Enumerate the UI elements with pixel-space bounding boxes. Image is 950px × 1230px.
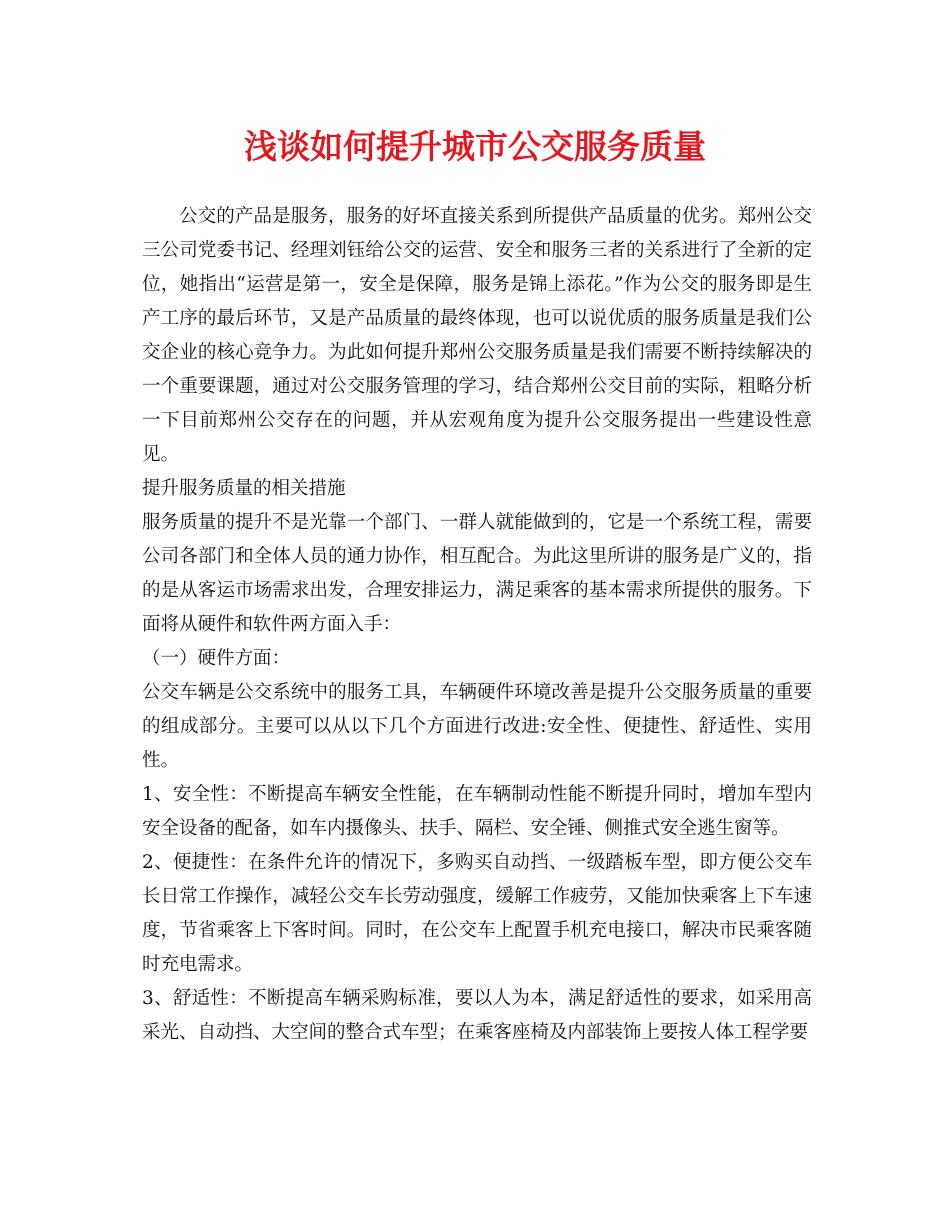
subsection-heading: （一）硬件方面： [142, 648, 291, 669]
body-paragraph: 公交车辆是公交系统中的服务工具，车辆硬件环境改善是提升公交服务质量的重要的组成部分。主要可以从以下几个方面进行改进:安全性、便捷性、舒适性、实用性。 [142, 682, 812, 771]
list-item: 3、舒适性：不断提高车辆采购标准，要以人为本，满足舒适性的要求，如采用高采光、自动挡、大空间的整合式车型；在乘客座椅及内部装饰上要按人体工程学要 [142, 988, 812, 1043]
list-item: 2、便捷性：在条件允许的情况下，多购买自动挡、一级踏板车型，即方便公交车长日常工作操作，减轻公交车长劳动强度，缓解工作疲劳，又能加快乘客上下车速度，节省乘客上下客时间。同时，在公交车上配置手机充电接口，解决市民乘客随时充电需求。 [142, 852, 812, 975]
intro-paragraph: 公交的产品是服务，服务的好坏直接关系到所提供产品质量的优劣。郑州公交三公司党委书记、经理刘钰给公交的运营、安全和服务三者的关系进行了全新的定位，她指出“运营是第一，安全是保障，服务是锦上添花。”作为公交的服务即是生产工序的最后环节，又是产品质量的最终体现，也可以说优质的服务质量是我们公交企业的核心竞争力。为此如何提升郑州公交服务质量是我们需要不断持续解决的一个重要课题，通过对公交服务管理的学习，结合郑州公交目前的实际，粗略分析一下目前郑州公交存在的问题，并从宏观角度为提升公交服务提出一些建设性意见。 [142, 206, 812, 465]
list-item: 1、安全性：不断提高车辆安全性能，在车辆制动性能不断提升同时，增加车型内安全设备的配备，如车内摄像头、扶手、隔栏、安全锤、侧推式安全逃生窗等。 [142, 784, 812, 839]
section-heading: 提升服务质量的相关措施 [142, 478, 346, 499]
body-paragraph: 服务质量的提升不是光靠一个部门、一群人就能做到的，它是一个系统工程，需要公司各部门和全体人员的通力协作，相互配合。为此这里所讲的服务是广义的，指的是从客运市场需求出发，合理安排运力，满足乘客的基本需求所提供的服务。下面将从硬件和软件两方面入手： [142, 512, 812, 635]
document-body [142, 200, 812, 1050]
document-title: 浅谈如何提升城市公交服务质量 [244, 127, 706, 166]
